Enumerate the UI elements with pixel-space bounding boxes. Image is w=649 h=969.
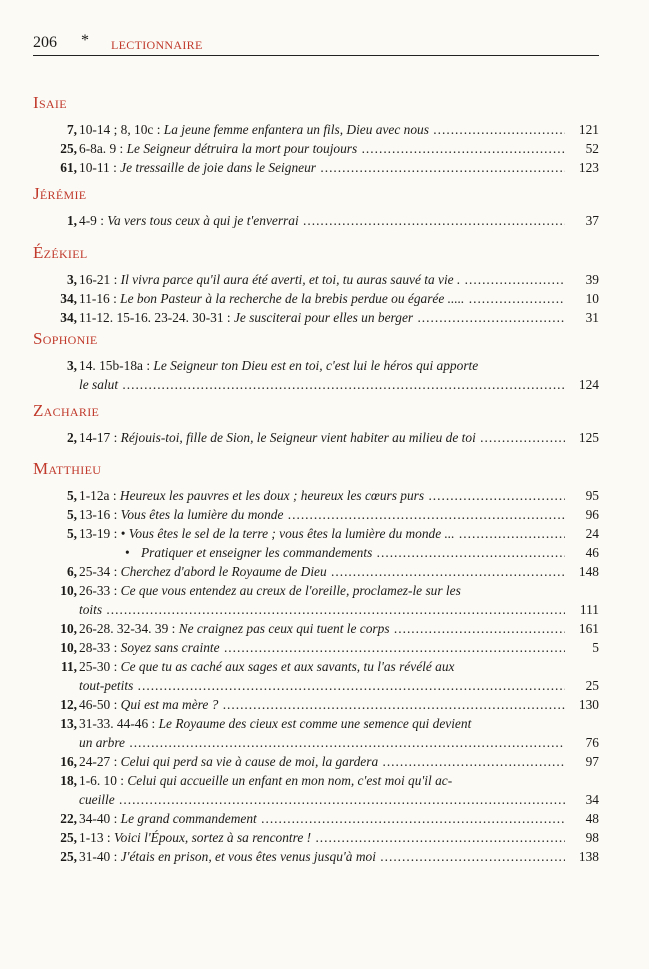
verse-reference: 24-27 : bbox=[79, 754, 121, 769]
book-title: Matthieu bbox=[33, 459, 102, 478]
index-entry bbox=[33, 158, 599, 177]
page-number: 206 bbox=[33, 34, 57, 51]
chapter-number: 3, bbox=[66, 272, 77, 287]
reading-title: Celui qui accueille un enfant en mon nom, c'est moi qu'il ac- bbox=[127, 773, 453, 788]
page-reference: 46 bbox=[585, 545, 599, 560]
page-reference: 39 bbox=[585, 272, 599, 287]
verse-reference: 31-33. 44-46 : bbox=[79, 716, 159, 731]
chapter-number: 2, bbox=[66, 430, 77, 445]
reading-title: Le Seigneur ton Dieu est en toi, c'est lui le héros qui apporte bbox=[153, 358, 479, 373]
reading-title: Qui est ma mère ? bbox=[120, 697, 219, 712]
entry-line bbox=[33, 505, 599, 524]
page-reference: 37 bbox=[585, 213, 599, 228]
page-reference: 130 bbox=[578, 697, 599, 712]
entry-line bbox=[33, 289, 599, 308]
entry-line bbox=[33, 562, 599, 581]
book-title: Ézékiel bbox=[33, 243, 88, 262]
dot-leader bbox=[372, 545, 565, 560]
chapter-number: 6, bbox=[66, 564, 77, 579]
dot-leader bbox=[390, 621, 565, 636]
reading-title: Ce que tu as caché aux sages et aux savants, tu l'as révélé aux bbox=[120, 659, 455, 674]
reading-title: le salut bbox=[79, 377, 119, 392]
reading-title: Le Royaume des cieux est comme une semence qui devient bbox=[158, 716, 472, 731]
entry-text bbox=[79, 695, 565, 714]
dot-leader bbox=[316, 160, 565, 175]
chapter-number: 25, bbox=[60, 830, 77, 845]
index-entry bbox=[33, 139, 599, 158]
chapter-number: 1, bbox=[66, 213, 77, 228]
entry-text bbox=[79, 562, 565, 581]
entry-text: Pratiquer et enseigner les commandements ..... bbox=[141, 543, 565, 562]
dot-leader bbox=[283, 507, 565, 522]
entry-text bbox=[79, 619, 565, 638]
book-section bbox=[33, 242, 599, 327]
index-entry bbox=[33, 828, 599, 847]
verse-reference: 26-33 : bbox=[79, 583, 121, 598]
page-reference: 34 bbox=[585, 792, 599, 807]
chapter-number: 11, bbox=[61, 659, 77, 674]
reading-title: cueille bbox=[79, 792, 115, 807]
index-entry bbox=[33, 270, 599, 289]
dot-leader bbox=[220, 640, 565, 655]
chapter-number: 10, bbox=[60, 621, 77, 636]
page-reference: 97 bbox=[585, 754, 599, 769]
header-rule bbox=[33, 55, 599, 56]
reading-title: un arbre bbox=[79, 735, 125, 750]
book-section bbox=[33, 458, 599, 866]
dot-leader bbox=[311, 830, 565, 845]
verse-reference: 25-30 : bbox=[79, 659, 121, 674]
index-entry bbox=[33, 714, 599, 752]
entry-line bbox=[33, 428, 599, 447]
index-entry bbox=[33, 581, 599, 619]
entry-line bbox=[33, 581, 599, 600]
page-reference: 48 bbox=[585, 811, 599, 826]
index-entry bbox=[33, 809, 599, 828]
page-reference: 121 bbox=[578, 122, 599, 137]
entry-text bbox=[79, 289, 565, 308]
dot-leader bbox=[357, 141, 565, 156]
entry-text bbox=[79, 270, 565, 289]
reading-title: Le Seigneur détruira la mort pour toujours bbox=[126, 141, 358, 156]
verse-reference: 31-40 : bbox=[79, 849, 121, 864]
entry-line bbox=[33, 657, 599, 676]
entry-text bbox=[79, 139, 565, 158]
dot-leader bbox=[218, 697, 565, 712]
chapter-number: 25, bbox=[60, 141, 77, 156]
verse-reference: 10-14 ; 8, 10c : bbox=[79, 122, 164, 137]
entry-line bbox=[33, 695, 599, 714]
chapter-number: 18, bbox=[60, 773, 77, 788]
chapter-number: 7, bbox=[66, 122, 77, 137]
page-header bbox=[33, 34, 599, 54]
index-entry bbox=[33, 543, 599, 562]
dot-leader bbox=[327, 564, 565, 579]
running-title: LECTIONNAIRE bbox=[111, 38, 203, 52]
index-entry bbox=[33, 308, 599, 327]
entry-continuation bbox=[33, 733, 599, 752]
verse-reference: 1-13 : bbox=[79, 830, 114, 845]
page-reference: 5 bbox=[592, 640, 599, 655]
index-entry bbox=[33, 289, 599, 308]
entry-line bbox=[33, 714, 599, 733]
entry-line bbox=[33, 158, 599, 177]
page-reference: 125 bbox=[578, 430, 599, 445]
entry-line bbox=[33, 486, 599, 505]
page-reference: 10 bbox=[585, 291, 599, 306]
verse-reference: 28-33 : bbox=[79, 640, 121, 655]
entry-line bbox=[33, 308, 599, 327]
entry-line bbox=[33, 524, 599, 543]
index-entry bbox=[33, 847, 599, 866]
dot-leader bbox=[413, 310, 565, 325]
index-entry bbox=[33, 657, 599, 695]
verse-reference: 13-19 : bbox=[79, 526, 121, 541]
verse-reference: 11-12. 15-16. 23-24. 30-31 : bbox=[79, 310, 234, 325]
verse-reference: 6-8a. 9 : bbox=[79, 141, 127, 156]
index-entry bbox=[33, 428, 599, 447]
index-entry bbox=[33, 752, 599, 771]
index-entry bbox=[33, 505, 599, 524]
entry-text bbox=[79, 714, 565, 733]
entry-text bbox=[79, 428, 565, 447]
verse-reference: 14-17 : bbox=[79, 430, 121, 445]
reading-title: tout-petits bbox=[79, 678, 134, 693]
index-entry bbox=[33, 695, 599, 714]
entry-line bbox=[33, 270, 599, 289]
entry-text bbox=[79, 505, 565, 524]
verse-reference: 26-28. 32-34. 39 : bbox=[79, 621, 179, 636]
dot-leader bbox=[424, 488, 565, 503]
entry-line bbox=[33, 619, 599, 638]
chapter-number: 12, bbox=[60, 697, 77, 712]
page-reference: 138 bbox=[578, 849, 599, 864]
entry-text bbox=[79, 158, 565, 177]
star-mark: * bbox=[81, 32, 89, 49]
reading-title: Il vivra parce qu'il aura été averti, et toi, tu auras sauvé ta vie . bbox=[120, 272, 461, 287]
reading-title: Cherchez d'abord le Royaume de Dieu bbox=[120, 564, 327, 579]
book-title: Isaie bbox=[33, 93, 67, 112]
entry-text bbox=[79, 308, 565, 327]
entry-text bbox=[79, 733, 565, 752]
reading-title: Réjouis-toi, fille de Sion, le Seigneur vient habiter au milieu de toi bbox=[120, 430, 476, 445]
entry-line bbox=[33, 543, 599, 562]
index-entry bbox=[33, 771, 599, 809]
dot-leader bbox=[133, 678, 565, 693]
verse-reference: 46-50 : bbox=[79, 697, 121, 712]
entry-text bbox=[79, 524, 565, 543]
entry-text bbox=[79, 211, 565, 230]
book-section bbox=[33, 92, 599, 177]
dot-leader bbox=[376, 849, 565, 864]
page-reference: 76 bbox=[585, 735, 599, 750]
entry-continuation bbox=[33, 790, 599, 809]
dot-leader bbox=[378, 754, 565, 769]
reading-title: J'étais en prison, et vous êtes venus jusqu'à moi bbox=[120, 849, 376, 864]
chapter-number: 5, bbox=[66, 488, 77, 503]
dot-leader bbox=[257, 811, 565, 826]
entry-line bbox=[33, 356, 599, 375]
entry-line bbox=[33, 809, 599, 828]
dot-leader bbox=[476, 430, 565, 445]
index-entry bbox=[33, 638, 599, 657]
entry-text bbox=[79, 638, 565, 657]
entry-line bbox=[33, 828, 599, 847]
entry-text bbox=[79, 356, 565, 375]
entry-text bbox=[79, 581, 565, 600]
book-title: Sophonie bbox=[33, 329, 98, 348]
entry-continuation bbox=[33, 676, 599, 695]
verse-reference: 16-21 : bbox=[79, 272, 121, 287]
chapter-number: 13, bbox=[60, 716, 77, 731]
book-section bbox=[33, 400, 599, 447]
reading-title: Je tressaille de joie dans le Seigneur bbox=[120, 160, 317, 175]
page-reference: 52 bbox=[585, 141, 599, 156]
verse-reference: 10-11 : bbox=[79, 160, 121, 175]
entry-line bbox=[33, 638, 599, 657]
dot-leader bbox=[460, 272, 565, 287]
entry-continuation bbox=[33, 600, 599, 619]
page-reference: 25 bbox=[585, 678, 599, 693]
page-reference: 24 bbox=[585, 526, 599, 541]
reading-title: Heureux les pauvres et les doux ; heureux les cœurs purs bbox=[119, 488, 425, 503]
entry-line bbox=[33, 752, 599, 771]
verse-reference: 1-12a : bbox=[79, 488, 120, 503]
dot-leader bbox=[455, 526, 565, 541]
entry-text bbox=[79, 847, 565, 866]
dot-leader bbox=[429, 122, 565, 137]
reading-title: Soyez sans crainte bbox=[120, 640, 220, 655]
page-reference: 123 bbox=[578, 160, 599, 175]
index-entry bbox=[33, 120, 599, 139]
chapter-number: 10, bbox=[60, 583, 77, 598]
dot-leader bbox=[299, 213, 565, 228]
reading-title: Va vers tous ceux à qui je t'enverrai bbox=[107, 213, 299, 228]
verse-reference: 11-16 : bbox=[79, 291, 121, 306]
reading-title: Le bon Pasteur à la recherche de la brebis perdue ou égarée ..... bbox=[120, 291, 465, 306]
index-entry bbox=[33, 356, 599, 394]
book-title: Jérémie bbox=[33, 184, 87, 203]
verse-reference: 13-16 : bbox=[79, 507, 121, 522]
index-entry bbox=[33, 562, 599, 581]
reading-title: Voici l'Époux, sortez à sa rencontre ! bbox=[113, 830, 312, 845]
entry-line bbox=[33, 120, 599, 139]
chapter-number: 25, bbox=[60, 849, 77, 864]
chapter-number: 3, bbox=[66, 358, 77, 373]
entry-line bbox=[33, 139, 599, 158]
index-entry bbox=[33, 211, 599, 230]
page-reference: 31 bbox=[585, 310, 599, 325]
chapter-number: 10, bbox=[60, 640, 77, 655]
index-entry bbox=[33, 524, 599, 543]
entry-text bbox=[79, 486, 565, 505]
index-entry bbox=[33, 486, 599, 505]
reading-title: Celui qui perd sa vie à cause de moi, la gardera bbox=[120, 754, 379, 769]
entry-text bbox=[79, 809, 565, 828]
page-reference: 98 bbox=[585, 830, 599, 845]
entry-continuation bbox=[33, 375, 599, 394]
index-entry bbox=[33, 619, 599, 638]
dot-leader bbox=[464, 291, 565, 306]
reading-title: Vous êtes la lumière du monde bbox=[120, 507, 284, 522]
reading-title: • Vous êtes le sel de la terre ; vous êtes la lumière du monde ... bbox=[120, 526, 455, 541]
entry-text bbox=[79, 120, 565, 139]
entry-text bbox=[79, 657, 565, 676]
page-reference: 111 bbox=[579, 602, 599, 617]
entry-text bbox=[79, 828, 565, 847]
verse-reference: 4-9 : bbox=[79, 213, 108, 228]
page-reference: 95 bbox=[585, 488, 599, 503]
dot-leader bbox=[102, 602, 565, 617]
entry-text bbox=[79, 752, 565, 771]
entry-text bbox=[79, 790, 565, 809]
dot-leader bbox=[125, 735, 565, 750]
dot-leader bbox=[118, 377, 565, 392]
reading-title: Je susciterai pour elles un berger bbox=[233, 310, 414, 325]
chapter-number: 34, bbox=[60, 291, 77, 306]
entry-text bbox=[79, 771, 565, 790]
reading-title: Ce que vous entendez au creux de l'oreille, proclamez-le sur les bbox=[120, 583, 461, 598]
page-reference: 96 bbox=[585, 507, 599, 522]
chapter-number: 22, bbox=[60, 811, 77, 826]
chapter-number: 16, bbox=[60, 754, 77, 769]
chapter-number: 61, bbox=[60, 160, 77, 175]
reading-title: La jeune femme enfantera un fils, Dieu avec nous bbox=[163, 122, 429, 137]
book-title: Zacharie bbox=[33, 401, 100, 420]
reading-title: Ne craignez pas ceux qui tuent le corps bbox=[178, 621, 390, 636]
verse-reference: 25-34 : bbox=[79, 564, 121, 579]
chapter-number: 5, bbox=[66, 507, 77, 522]
verse-reference: 34-40 : bbox=[79, 811, 121, 826]
entry-line bbox=[33, 771, 599, 790]
entry-text bbox=[79, 600, 565, 619]
page-reference: 161 bbox=[578, 621, 599, 636]
entry-text bbox=[79, 375, 565, 394]
verse-reference: 1-6. 10 : bbox=[79, 773, 128, 788]
entry-line bbox=[33, 211, 599, 230]
dot-leader bbox=[115, 792, 565, 807]
entry-text bbox=[79, 676, 565, 695]
page-reference: 148 bbox=[578, 564, 599, 579]
reading-title: toits bbox=[79, 602, 103, 617]
chapter-number: 5, bbox=[66, 526, 77, 541]
book-section bbox=[33, 183, 599, 230]
bullet-mark: • bbox=[125, 545, 130, 560]
chapter-number: 34, bbox=[60, 310, 77, 325]
book-section bbox=[33, 328, 599, 394]
entry-line bbox=[33, 847, 599, 866]
reading-title: Le grand commandement bbox=[120, 811, 257, 826]
page-reference: 124 bbox=[578, 377, 599, 392]
verse-reference: 14. 15b-18a : bbox=[79, 358, 154, 373]
